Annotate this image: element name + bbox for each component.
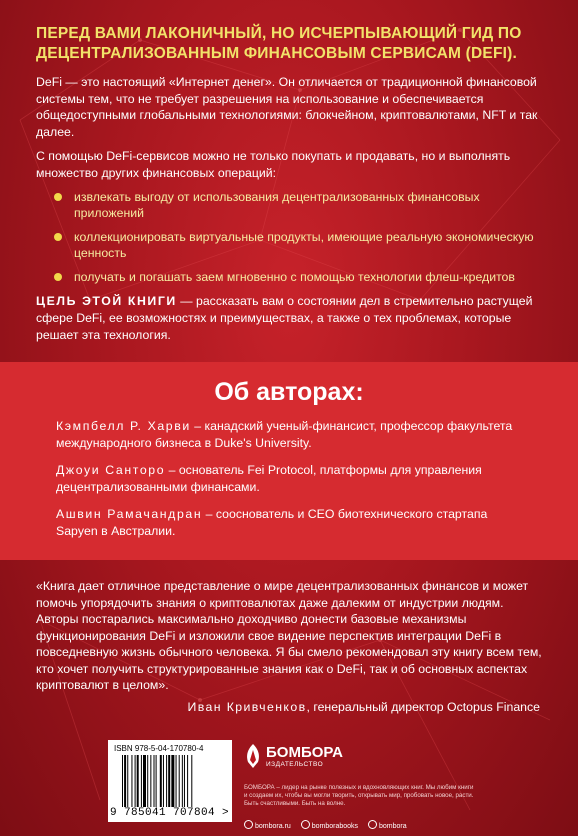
publisher-sub: ИЗДАТЕЛЬСТВО <box>266 761 324 768</box>
ean-digits: 9 785041 707804 > <box>110 807 230 819</box>
publisher-logo: БОМБОРА <box>266 744 343 761</box>
bullet-dot-icon <box>54 273 62 281</box>
author-santoro: Джоуи Санторо – основатель Fei Protocol, платформы для управления децентрализованными финансами. <box>56 463 482 494</box>
globe-icon <box>244 820 253 829</box>
quote-signature: Иван Кривченков, генеральный директор Octopus Finance <box>187 700 540 714</box>
headline: ПЕРЕД ВАМИ ЛАКОНИЧНЫЙ, НО ИСЧЕРПЫВАЮЩИЙ ГИД ПО ДЕЦЕНТРАЛИЗОВАННЫМ ФИНАНСОВЫМ СЕРВИСАМ (DEFI). <box>36 25 522 62</box>
publisher-description: БОМБОРА – лидер на рынке полезных и вдохновляющих книг. Мы любим книги и создаем их, чтобы вы могли творить, открывать мир, пробовать новое, расти. Быть счастливыми. Быть на волне. <box>244 784 474 807</box>
isbn-label: ISBN 978-5-04-170780-4 <box>114 744 204 753</box>
authors-band <box>0 362 578 560</box>
publisher-socials <box>244 820 484 830</box>
social-instagram: bombora <box>368 823 407 830</box>
review-quote: «Книга дает отличное представление о мире децентрализованных финансов и может помочь упорядочить знания о криптовалютах даже далеким от индустрии людям. Авторы постарались максимально доходчиво донести базовые механизмы функционирования DeFi и изложили свое видение перспектив интеграции DeFi в повседневную жизнь обычного человека. Я бы смело рекомендовал эту книгу всем тем, кто хочет получить структурированные знания как о DeFi, так и об основных аспектах криптовалют в целом». <box>36 579 542 692</box>
book-goal: ЦЕЛЬ ЭТОЙ КНИГИ — рассказать вам о состоянии дел в стремительно растущей сфере DeFi, ее возможностях и преимуществах, а также о тех проблемах, которые решает эта технология. <box>36 294 533 342</box>
bombora-logo-icon <box>244 742 262 770</box>
social-icon <box>301 820 310 829</box>
barcode-bars <box>122 755 222 807</box>
feature-list <box>36 189 546 285</box>
bullet-dot-icon <box>54 193 62 201</box>
author-ramachandran: Ашвин Рамачандран – сооснователь и СЕО биотехнического стартапа Sapyen в Австралии. <box>56 507 488 538</box>
services-intro: С помощью DeFi-сервисов можно не только покупать и продавать, но и выполнять множество других финансовых операций: <box>36 149 511 180</box>
list-item: получать и погашать заем мгновенно с помощью технологии флеш-кредитов <box>62 269 546 285</box>
list-item: извлекать выгоду от использования децентрализованных финансовых приложений <box>62 189 546 221</box>
social-vk: bomborabooks <box>301 823 358 830</box>
list-item: коллекционировать виртуальные продукты, имеющие реальную экономическую ценность <box>62 229 546 261</box>
authors-title: Об авторах: <box>214 378 364 406</box>
camera-icon <box>368 820 377 829</box>
barcode <box>108 740 232 822</box>
intro-paragraph: DeFi — это настоящий «Интернет денег». Он отличается от традиционной финансовой системы тем, что не требует разрешения на использование и обеспечивается общедоступными глобальными технологиями: блокчейном, криптовалютами, NFT и так далее. <box>36 75 538 139</box>
social-site: bombora.ru <box>244 823 291 830</box>
author-harvey: Кэмпбелл Р. Харви – канадский ученый-финансист, профессор факультета международного бизнеса в Duke's University. <box>56 419 513 450</box>
description-section <box>36 24 546 344</box>
bullet-dot-icon <box>54 233 62 241</box>
